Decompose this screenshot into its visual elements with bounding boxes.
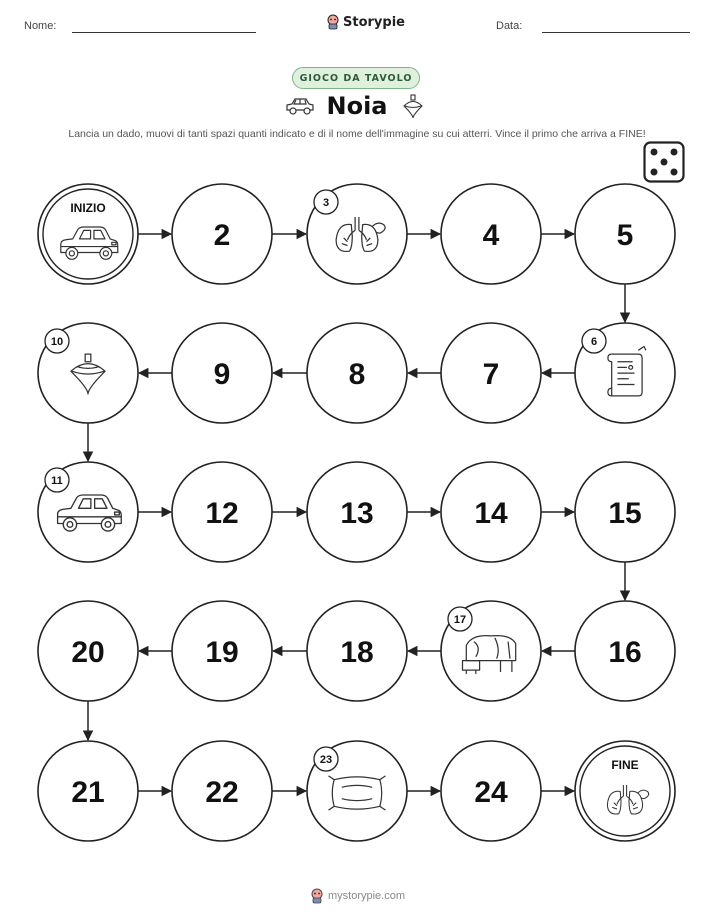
cell-number: 2 <box>213 219 231 252</box>
board-cell-22 <box>172 741 272 841</box>
board-cell-23 <box>307 741 407 841</box>
date-label: Data: <box>496 20 523 32</box>
board-cell-20 <box>38 601 138 701</box>
cell-number: 21 <box>71 776 105 809</box>
board-cell-11 <box>38 462 138 562</box>
cell-number: 15 <box>608 497 642 530</box>
cell-number-badge: 6 <box>590 336 598 348</box>
board-cell-16 <box>575 601 675 701</box>
board-cell-21 <box>38 741 138 841</box>
cell-number: 20 <box>71 636 105 669</box>
footer-site[interactable]: mystorypie.com <box>328 890 406 902</box>
cell-number: 16 <box>608 636 642 669</box>
cell-number-badge: 3 <box>322 197 330 209</box>
board-cell-1 <box>38 184 138 284</box>
footer <box>310 888 405 904</box>
category-badge: GIOCO DA TAVOLO <box>292 67 420 89</box>
board-cell-17 <box>441 601 541 701</box>
cell-label: INIZIO <box>70 201 106 215</box>
board-cell-14 <box>441 462 541 562</box>
board-cell-6 <box>575 323 675 423</box>
cell-number: 12 <box>205 497 239 530</box>
cell-number: 7 <box>482 358 500 391</box>
board-cell-18 <box>307 601 407 701</box>
brand-name: Storypie <box>343 14 405 30</box>
board-cell-15 <box>575 462 675 562</box>
board-cell-3 <box>307 184 407 284</box>
cell-number: 8 <box>348 358 366 391</box>
cell-number: 13 <box>340 497 374 530</box>
cell-number: 5 <box>616 219 634 252</box>
board-cell-5 <box>575 184 675 284</box>
page-title: Noia <box>326 92 388 120</box>
cell-number: 19 <box>205 636 239 669</box>
board-cell-24 <box>441 741 541 841</box>
cell-number: 18 <box>340 636 374 669</box>
cell-label: FINE <box>611 758 639 772</box>
mascot-icon <box>310 888 324 904</box>
name-label: Nome: <box>24 20 57 32</box>
board-cell-2 <box>172 184 272 284</box>
board-cell-7 <box>441 323 541 423</box>
cell-number-badge: 23 <box>319 754 333 766</box>
cell-number: 9 <box>213 358 231 391</box>
board-cell-13 <box>307 462 407 562</box>
board-cell-10 <box>38 323 138 423</box>
instructions: Lancia un dado, muovi di tanti spazi quanti indicato e di il nome dell'immagine su cui atterri. Vince il primo che arriva a FINE! <box>68 128 646 140</box>
board-cell-4 <box>441 184 541 284</box>
cell-number: 14 <box>474 497 508 530</box>
cell-number-badge: 11 <box>51 475 63 487</box>
cell-number: 4 <box>482 219 500 252</box>
board-cell-12 <box>172 462 272 562</box>
cell-number-badge: 17 <box>453 614 467 626</box>
cell-number: 22 <box>205 776 239 809</box>
cell-number: 24 <box>474 776 508 809</box>
board-cell-19 <box>172 601 272 701</box>
board-cell-9 <box>172 323 272 423</box>
board-cell-25 <box>575 741 675 841</box>
board-cell-8 <box>307 323 407 423</box>
cell-number-badge: 10 <box>50 336 64 348</box>
